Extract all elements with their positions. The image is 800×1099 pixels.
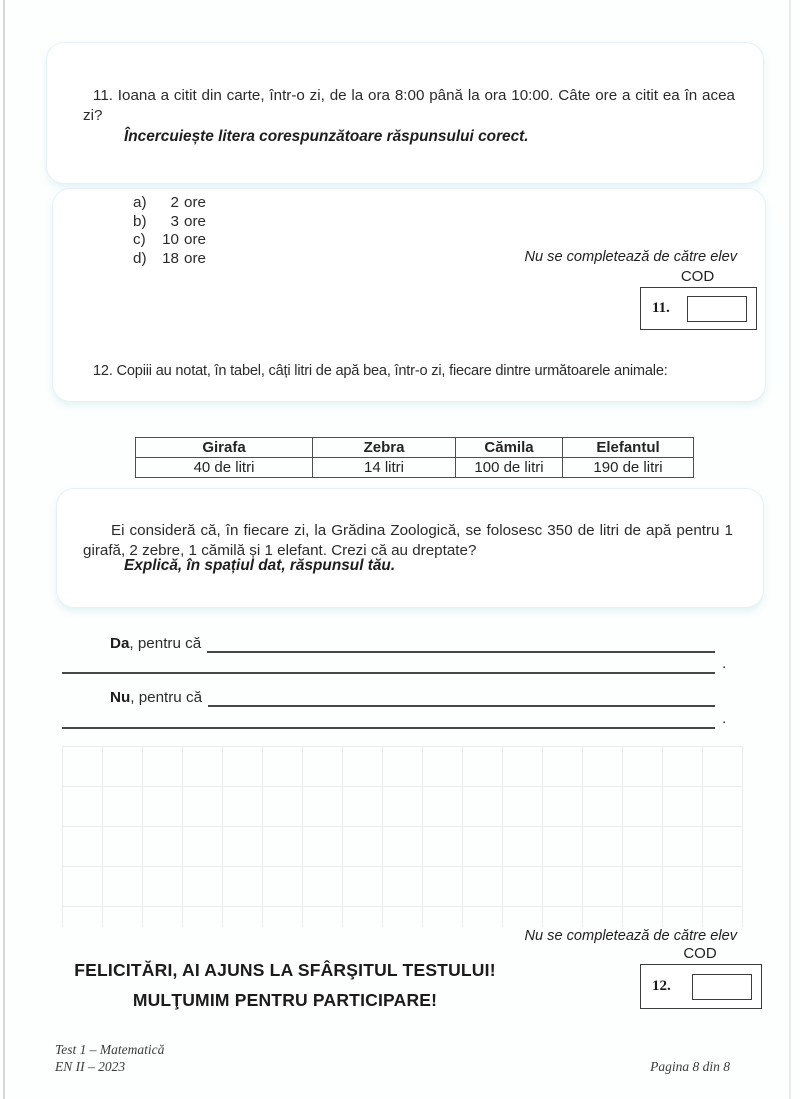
answer-continuation-row [62,709,734,729]
do-not-complete-note-12: Nu se completează de către elev [524,928,737,944]
table-header-cell: Zebra [313,438,456,458]
option-letter: b) [133,212,147,230]
footer-test-name: Test 1 – Matematică [55,1042,165,1057]
cod-box-12 [640,964,762,1009]
option-number: 18 [162,250,179,268]
table-header-cell: Elefantul [563,438,694,458]
cod-label-12: COD [683,945,717,962]
footer-exam-code: EN II – 2023 [55,1058,126,1074]
option-row-b [133,212,206,231]
option-number: 2 [170,193,179,211]
question-11-instruction: Încercuiește litera corespunzătoare răspunsului corect. [124,128,529,145]
option-unit: ore [184,231,206,249]
work-grid [62,746,743,927]
answer-continuation-row [62,654,734,674]
do-not-complete-note-11: Nu se completează de către elev [524,249,737,265]
cod-label-11: COD [680,268,715,285]
table-value-cell: 190 de litri [563,458,694,478]
footer-page-number: Pagina 8 din 8 [650,1059,730,1074]
answer-no-row [110,684,715,706]
cod-box-11 [640,287,757,330]
congrats-line-2: MULŢUMIM PENTRU PARTICIPARE! [132,990,438,1010]
option-number: 10 [162,231,179,249]
option-unit: ore [184,250,206,268]
cod-entry-box-11 [687,296,747,322]
option-row-d [133,249,206,268]
congratulations-block [45,955,525,1015]
question-11-text: 11. Ioana a citit din carte, într-o zi, de la ora 8:00 până la ora 10:00. Câte ore a citit ea în acea zi? [83,87,735,124]
answer-yes-label: Da [110,635,130,652]
answer-write-line [207,645,715,653]
cod-entry-box-12 [692,974,752,1000]
option-letter: c) [133,231,146,249]
answer-continuation-line [62,725,715,729]
congrats-line-1: FELICITĂRI, AI AJUNS LA SFÂRŞITUL TESTULUI! [74,960,496,980]
answer-no-label: Nu [110,689,131,706]
cod-item-number-12: 12. [652,978,671,994]
table-header-cell: Cămila [456,438,563,458]
table-value-cell: 40 de litri [136,458,313,478]
line-terminator: . [722,655,727,672]
option-unit: ore [184,193,206,211]
table-header-cell: Girafa [136,438,313,458]
line-terminator: . [722,710,727,727]
table-value-cell: 14 litri [313,458,456,478]
option-letter: d) [133,250,147,268]
animals-water-table [135,437,694,478]
table-values-row [136,458,694,478]
answer-continuation-line [62,670,715,674]
cod-item-number-11: 11. [652,300,670,316]
question-12-instruction: Explică, în spațiul dat, răspunsul tău. [124,557,396,574]
option-number: 3 [170,212,179,230]
question-12-text: 12. Copiii au notat, în tabel, câți litri de apă bea, într-o zi, fiecare dintre următoarele animale: [93,363,668,379]
question-11-options [133,193,206,268]
option-unit: ore [184,212,206,230]
answer-write-line [208,699,715,707]
answer-yes-row [110,630,715,652]
answer-connector: , pentru că [130,689,203,706]
table-header-row [136,438,694,458]
option-letter: a) [133,193,147,211]
question-12-paragraph: Ei consideră că, în fiecare zi, la Grădina Zoologică, se folosesc 350 de litri de apă pentru 1 girafă, 2 zebre, 1 cămilă și 1 elefant. Crezi că au dreptate? [83,522,733,559]
table-value-cell: 100 de litri [456,458,563,478]
option-row-c [133,231,206,250]
footer-left [55,1042,164,1075]
answer-connector: , pentru că [129,635,202,652]
option-row-a [133,193,206,212]
